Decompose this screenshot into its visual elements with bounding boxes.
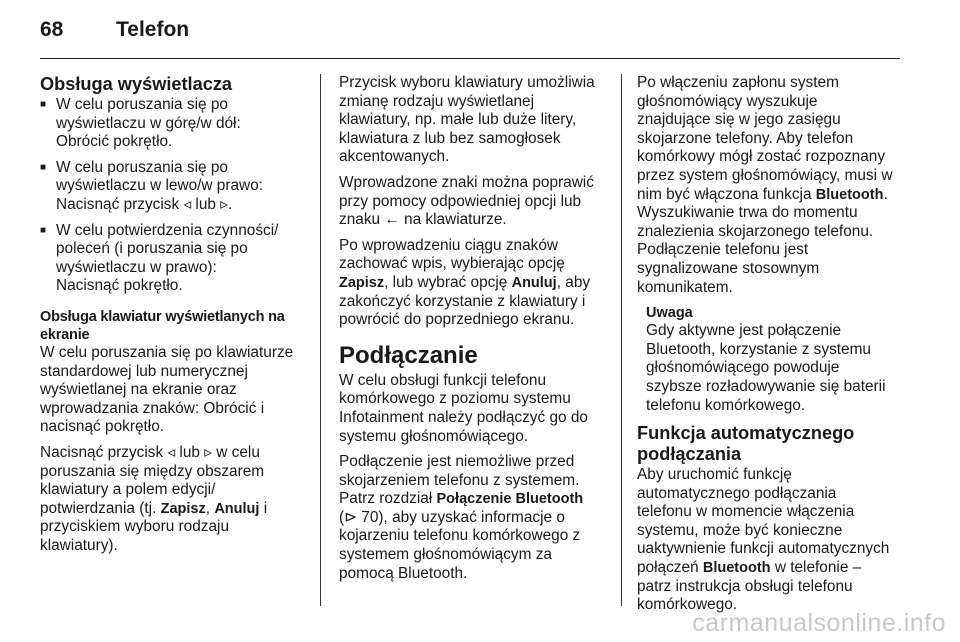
paragraph [339,453,607,583]
bold-term: Bluetooth [702,560,771,577]
text-run: Patrz rozdział [339,490,437,508]
column-divider-1 [320,74,321,606]
text-line: wyświetlaczu w lewo/w prawo: [56,177,263,195]
section-title-display: Obsługa wyświetlacza [40,74,233,94]
text-line: wyświetlaczu w prawo): [56,258,217,276]
text-line: W celu obsługi funkcji telefonu [339,371,547,389]
bullet-mark: ■ [40,224,47,236]
text-line: znalezienia skojarzonego telefonu. [637,222,874,240]
text-run: potwierdzania (tj. [40,499,161,517]
text-line: Wprowadzone znaki można poprawić [339,173,594,191]
text-line: sygnalizowane stosownym [637,259,820,277]
paragraph [339,237,607,330]
text-line: kojarzeniu telefonu komórkowego z [339,527,581,545]
text-line: Funkcja automatycznego [637,423,855,444]
text-line: telefonu w momencie włączenia [637,503,855,521]
text-line: komunikatem. [637,278,733,296]
paragraph [40,344,306,437]
text-line: Nacisnąć przycisk ◃ lub ▹. [56,195,233,213]
paragraph [339,74,607,167]
text-run: . [883,185,888,203]
paragraph [339,372,607,446]
text-line: skojarzeniem telefonu z systemem. [339,471,580,489]
bullet-mark: ■ [40,161,47,173]
text-line: znajdujące się w jego zasięgu [637,111,841,129]
bold-term: Anuluj [214,500,260,517]
text-line: W celu potwierdzenia czynności/ [56,221,279,239]
column-divider-2 [621,74,622,606]
chapter-title: Telefon [116,18,190,41]
paragraph [339,174,607,230]
text-run: , aby [556,273,591,291]
list-item [40,96,306,152]
cross-reference-link[interactable]: Połączenie Bluetooth [436,491,584,508]
list-item [40,222,306,296]
text-line: nacisnąć pokrętło. [40,418,165,436]
text-line: zachować wpis, wybierając opcję [339,255,565,273]
text-line: klawiatury a polem edycji/ [40,481,216,499]
text-run: połączeń [637,559,703,577]
paragraph [40,444,306,556]
text-line: Aby uruchomić funkcję [637,466,792,484]
text-line: systemem głośnomówiącym za [339,546,552,564]
text-line: klawiatury, np. małe lub duże litery, [339,111,577,129]
text-line: komórkowego z poziomu systemu [339,390,571,408]
text-line: automatycznego podłączania [637,484,837,502]
column-3 [637,74,905,622]
bold-term: Bluetooth [815,186,884,203]
text-line: szybsze rozładowywanie się baterii [646,377,886,395]
text-line: przez system głośnomówiący, musi w [637,166,893,184]
text-line: Gdy aktywne jest połączenie [646,322,842,340]
text-line: Infotainment należy podłączyć go do [339,408,588,426]
text-line: uaktywnienie funkcji automatycznych [637,540,890,558]
text-run: w telefonie – [770,559,862,577]
bold-term: Zapisz [160,500,206,517]
text-line: poruszania się między obszarem [40,462,265,480]
text-line: zakończyć korzystanie z klawiatury i [339,292,586,310]
text-line: systemu głośnomówiącego. [339,427,529,445]
text-line: wyświetlaczu w górę/w dół: [56,114,241,132]
text-line: powrócić do poprzedniego ekranu. [339,311,575,329]
text-line: Przycisk wyboru klawiatury umożliwia [339,74,595,91]
text-run: , [205,499,215,517]
text-line: Wyszukiwanie trwa do momentu [637,204,858,222]
bullet-mark: ■ [40,99,47,110]
text-run: , lub wybrać opcję [384,273,512,291]
header-rule [40,58,900,59]
text-line: W celu poruszania się po [56,96,228,113]
page-reference: (⊳ 70), aby uzyskać informacje o [339,508,565,526]
text-line: komórkowy mógł zostać rozpoznany [637,148,886,166]
text-line: Obrócić pokrętło. [56,133,173,151]
text-line: wprowadzania znaków: Obrócić i [40,399,265,417]
text-line: Bluetooth, korzystanie z systemu [646,340,871,358]
text-line: skojarzone telefony. Aby telefon [637,129,854,147]
text-line: głośnomówiącego powoduje [646,359,840,377]
text-line: pomocą Bluetooth. [339,564,468,582]
note-box [637,304,905,415]
text-line: klawiatura z lub bez samogłosek [339,129,561,147]
text-line: standardowej lub numerycznej [40,362,248,380]
text-line: patrz instrukcja obsługi telefonu [637,577,853,595]
column-2 [339,74,607,590]
text-line: Nacisnąć pokrętło. [56,277,183,295]
watermark: carmanualsonline.info [692,609,946,637]
note-title: Uwaga [646,305,693,322]
text-line: Po włączeniu zapłonu system [637,74,839,91]
text-line: Podłączenie telefonu jest [637,241,809,259]
section-title-connecting: Podłączanie [339,341,478,369]
page-header [40,18,189,48]
text-run: nim być włączona funkcja [637,185,816,203]
list-item [40,159,306,215]
text-line: poleceń (i poruszania się po [56,240,248,258]
text-line: ekranie [40,326,90,343]
text-line: telefonu komórkowego. [646,396,806,414]
text-line: Podłączenie jest niemożliwe przed [339,453,575,471]
text-line: Obsługa klawiatur wyświetlanych na [40,308,285,325]
text-line: zmianę rodzaju wyświetlanej [339,92,535,110]
text-line: podłączania [637,444,742,465]
column-1 [40,74,306,562]
text-line: przyciskiem wyboru rodzaju [40,518,230,536]
section-title-autoconnect [637,423,905,465]
text-run: i [259,499,268,517]
paragraph [637,466,905,615]
text-line: znaku ← na klawiaturze. [339,211,507,229]
bold-term: Zapisz [339,274,385,291]
text-line: akcentowanych. [339,148,450,166]
text-line: systemu, może być konieczne [637,521,843,539]
paragraph [637,74,905,297]
text-line: klawiatury). [40,536,118,554]
text-line: wyświetlanej na ekranie oraz [40,381,237,399]
text-line: Po wprowadzeniu ciągu znaków [339,236,559,254]
text-line: przy pomocy odpowiedniej opcji lub [339,192,582,210]
subsection-title-keyboards [40,308,306,344]
page-number: 68 [40,18,64,41]
text-line: Nacisnąć przycisk ◃ lub ▹ w celu [40,443,260,461]
text-line: głośnomówiący wyszukuje [637,92,818,110]
text-line: W celu poruszania się po [56,158,228,176]
text-line: W celu poruszania się po klawiaturze [40,343,294,361]
text-line: komórkowego. [637,596,738,614]
bold-term: Anuluj [511,274,557,291]
